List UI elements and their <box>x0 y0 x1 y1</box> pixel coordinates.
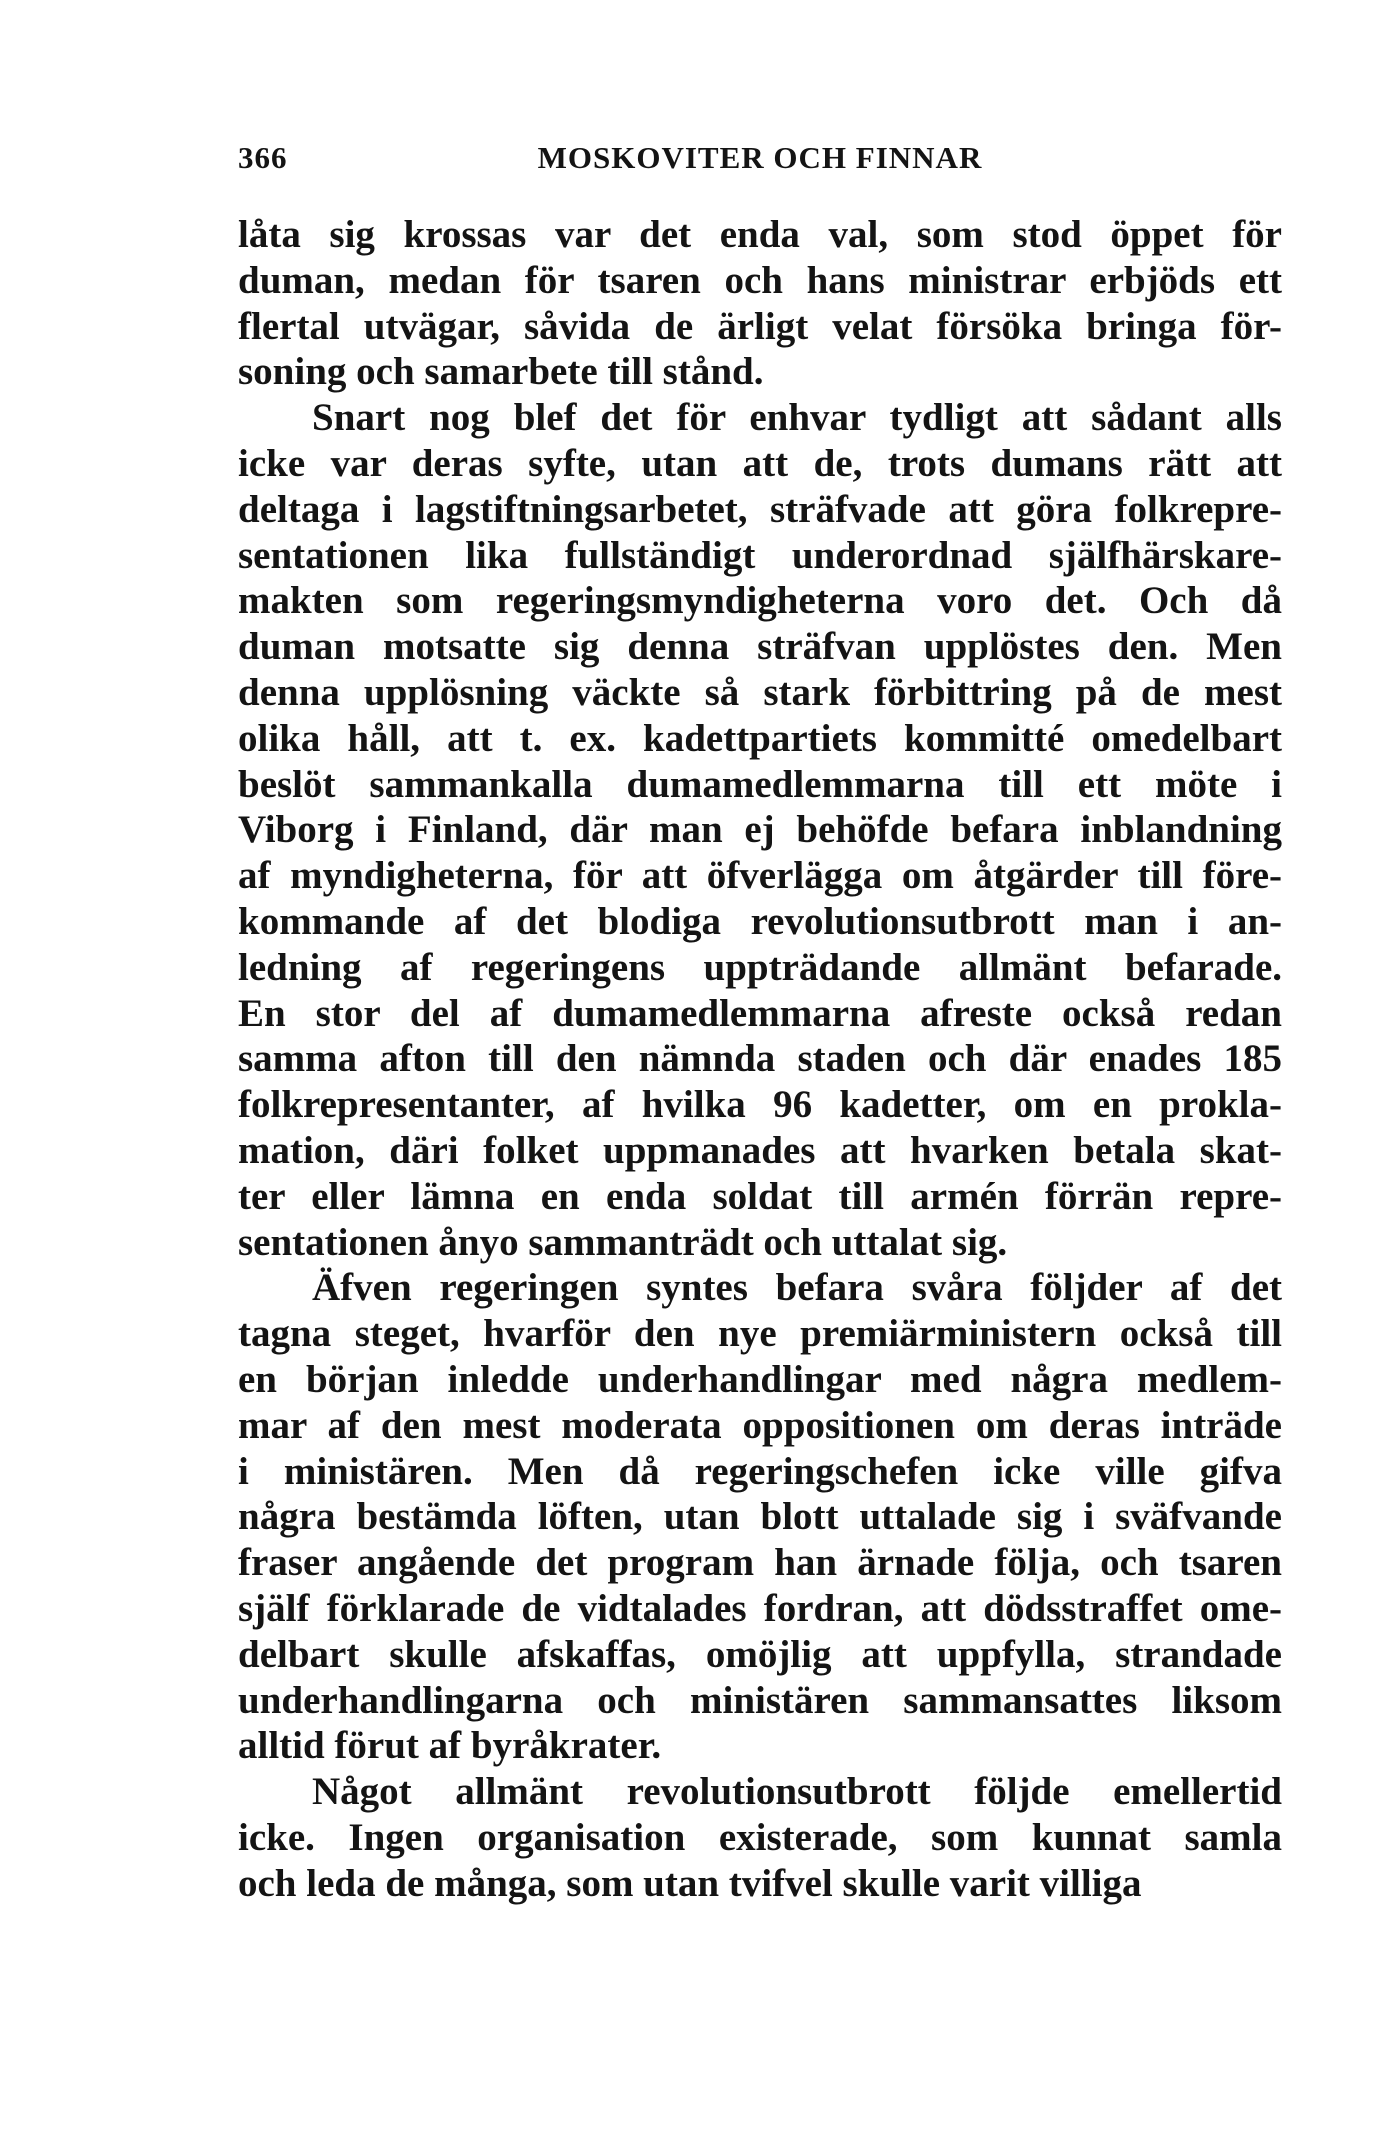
text-line: duman motsatte sig denna sträfvan upplöstes den. Men <box>238 625 1282 669</box>
text-line: makten som regeringsmyndigheterna voro det. Och då <box>238 579 1282 623</box>
text-line: delbart skulle afskaffas, omöjlig att uppfylla, strandade <box>238 1632 1282 1676</box>
text-line: flertal utvägar, såvida de ärligt velat försöka bringa för- <box>238 304 1282 348</box>
paragraph <box>238 212 1282 395</box>
text-line: ledning af regeringens uppträdande allmänt befarade. <box>238 945 1282 989</box>
text-line: Något allmänt revolutionsutbrott följde emellertid <box>312 1770 1282 1814</box>
text-line: icke var deras syfte, utan att de, trots dumans rätt att <box>238 441 1282 485</box>
text-line: Viborg i Finland, där man ej behöfde befara inblandning <box>238 808 1282 852</box>
body-text <box>238 212 1282 1906</box>
text-line: fraser angående det program han ärnade följa, och tsaren <box>238 1541 1282 1585</box>
text-line: sentationen lika fullständigt underordnad själfhärskare- <box>238 533 1282 577</box>
text-line: samma afton till den nämnda staden och där enades 185 <box>238 1037 1282 1081</box>
text-line: denna upplösning väckte så stark förbittring på de mest <box>238 670 1282 714</box>
text-line: tagna steget, hvarför den nye premiärministern också till <box>238 1312 1282 1356</box>
text-line: sentationen ånyo sammanträdt och uttalat sig. <box>238 1220 1008 1264</box>
text-line: Snart nog blef det för enhvar tydligt att sådant alls <box>312 396 1282 440</box>
text-line: låta sig krossas var det enda val, som stod öppet för <box>238 213 1282 256</box>
text-line: mar af den mest moderata oppositionen om deras inträde <box>238 1403 1282 1447</box>
running-head-title: MOSKOVITER OCH FINNAR <box>537 140 983 175</box>
text-line: duman, medan för tsaren och hans ministrar erbjöds ett <box>238 258 1282 302</box>
text-line: en början inledde underhandlingar med några medlem- <box>238 1357 1282 1401</box>
paragraph <box>238 395 1282 1265</box>
text-line: mation, däri folket uppmanades att hvarken betala skat- <box>238 1128 1282 1172</box>
text-line: deltaga i lagstiftningsarbetet, sträfvade att göra folkrepre- <box>238 487 1282 531</box>
text-line: själf förklarade de vidtalades fordran, att dödsstraffet ome- <box>238 1586 1282 1630</box>
text-line: några bestämda löften, utan blott uttalade sig i sväfvande <box>238 1495 1282 1539</box>
text-line: Äfven regeringen syntes befara svåra följder af det <box>312 1266 1282 1310</box>
paragraph <box>238 1265 1282 1769</box>
text-line: icke. Ingen organisation existerade, som kunnat samla <box>238 1815 1282 1859</box>
text-line: underhandlingarna och ministären sammansattes liksom <box>238 1678 1282 1722</box>
running-head <box>238 140 1282 180</box>
text-line: olika håll, att t. ex. kadettpartiets kommitté omedelbart <box>238 716 1282 760</box>
text-line: folkrepresentanter, af hvilka 96 kadetter, om en prokla- <box>238 1083 1282 1127</box>
text-line: af myndigheterna, för att öfverlägga om åtgärder till före- <box>238 854 1282 898</box>
text-line: soning och samarbete till stånd. <box>238 350 764 394</box>
text-line: och leda de många, som utan tvifvel skulle varit villiga <box>238 1861 1142 1905</box>
paragraph <box>238 1769 1282 1906</box>
page-number: 366 <box>238 140 288 175</box>
text-line: En stor del af dumamedlemmarna afreste också redan <box>238 991 1282 1035</box>
text-line: ter eller lämna en enda soldat till armén förrän repre- <box>238 1174 1282 1218</box>
text-line: alltid förut af byråkrater. <box>238 1724 662 1768</box>
text-line: kommande af det blodiga revolutionsutbrott man i an- <box>238 899 1282 943</box>
text-line: beslöt sammankalla dumamedlemmarna till ett möte i <box>238 762 1282 806</box>
text-line: i ministären. Men då regeringschefen icke ville gifva <box>238 1449 1282 1493</box>
